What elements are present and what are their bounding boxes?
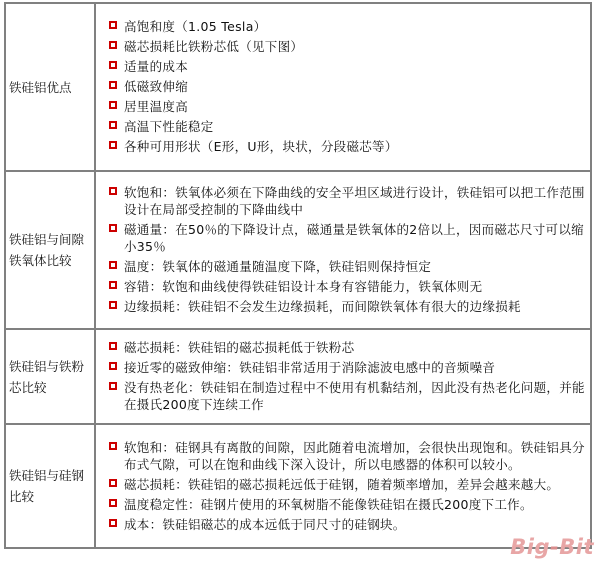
list-item	[108, 496, 586, 513]
row-header: 铁硅铝与间隙铁氧体比较	[5, 171, 95, 329]
watermark-left: Big	[510, 535, 551, 559]
square-bullet-icon	[109, 362, 117, 370]
item-text: 边缘损耗：铁硅铝不会发生边缘损耗，而间隙铁氧体有很大的边缘损耗	[124, 299, 521, 314]
item-text: 没有热老化：铁硅铝在制造过程中不使用有机黏结剂，因此没有热老化问题，并能在摄氏200度下连续工作	[124, 380, 585, 412]
square-bullet-icon	[109, 187, 117, 195]
list-item	[108, 38, 586, 55]
square-bullet-icon	[109, 21, 117, 29]
row-content	[95, 424, 591, 548]
item-text: 适量的成本	[124, 59, 189, 74]
square-bullet-icon	[109, 281, 117, 289]
list-item	[108, 138, 586, 155]
table-row	[5, 424, 591, 548]
item-text: 温度：铁氧体的磁通量随温度下降，铁硅铝则保持恒定	[124, 259, 432, 274]
bullet-list	[108, 339, 586, 413]
item-text: 接近零的磁致伸缩：铁硅铝非常适用于消除滤波电感中的音频噪音	[124, 360, 496, 375]
item-text: 低磁致伸缩	[124, 79, 189, 94]
square-bullet-icon	[109, 479, 117, 487]
table-row	[5, 329, 591, 424]
list-item	[108, 359, 586, 376]
item-text: 温度稳定性：硅钢片使用的环氧树脂不能像铁硅铝在摄氏200度下工作。	[124, 496, 533, 512]
list-item	[108, 516, 586, 533]
list-item	[108, 278, 586, 295]
row-content	[95, 329, 591, 424]
list-item	[108, 18, 586, 35]
square-bullet-icon	[109, 342, 117, 350]
item-text: 各种可用形状（E形，U形，块状，分段磁芯等）	[124, 139, 398, 154]
item-text: 磁芯损耗：铁硅铝的磁芯损耗低于铁粉芯	[124, 340, 355, 355]
square-bullet-icon	[109, 224, 117, 232]
list-item	[108, 98, 586, 115]
row-content	[95, 171, 591, 329]
square-bullet-icon	[109, 261, 117, 269]
bullet-list	[108, 439, 586, 533]
list-item	[108, 339, 586, 356]
item-text: 磁芯损耗：铁硅铝的磁芯损耗远低于硅钢，随着频率增加，差异会越来越大。	[124, 476, 560, 492]
bullet-list	[108, 18, 586, 155]
square-bullet-icon	[109, 41, 117, 49]
square-bullet-icon	[109, 519, 117, 527]
item-text: 软饱和：硅钢具有离散的间隙，因此随着电流增加，会很快出现饱和。铁硅铝具分布式气隙，可以在饱和曲线下深入设计，所以电感器的体积可以较小。	[124, 439, 585, 472]
list-item	[108, 258, 586, 275]
list-item	[108, 379, 586, 413]
watermark-right: Bit	[559, 535, 594, 559]
table-row	[5, 3, 591, 171]
item-text: 磁芯损耗比铁粉芯低（见下图）	[124, 39, 304, 54]
square-bullet-icon	[109, 121, 117, 129]
list-item	[108, 221, 586, 255]
table-row	[5, 171, 591, 329]
item-text: 居里温度高	[124, 99, 189, 114]
list-item	[108, 439, 586, 473]
watermark-logo	[510, 535, 594, 559]
list-item	[108, 476, 586, 493]
list-item	[108, 58, 586, 75]
square-bullet-icon	[109, 61, 117, 69]
row-content	[95, 3, 591, 171]
square-bullet-icon	[109, 101, 117, 109]
square-bullet-icon	[109, 301, 117, 309]
bullet-list	[108, 184, 586, 315]
row-header: 铁硅铝与硅钢比较	[5, 424, 95, 548]
square-bullet-icon	[109, 382, 117, 390]
list-item	[108, 184, 586, 218]
square-bullet-icon	[109, 81, 117, 89]
comparison-table	[4, 2, 592, 549]
square-bullet-icon	[109, 141, 117, 149]
item-text: 磁通量：在50％的下降设计点，磁通量是铁氧体的2倍以上，因而磁芯尺寸可以缩小35％	[124, 222, 584, 254]
row-header: 铁硅铝与铁粉芯比较	[5, 329, 95, 424]
square-bullet-icon	[109, 442, 117, 450]
watermark-dash: -	[550, 535, 560, 559]
list-item	[108, 78, 586, 95]
item-text: 成本：铁硅铝磁芯的成本远低于同尺寸的硅钢块。	[124, 516, 406, 532]
list-item	[108, 118, 586, 135]
item-text: 高饱和度（1.05 Tesla）	[124, 19, 267, 34]
item-text: 高温下性能稳定	[124, 119, 214, 134]
item-text: 软饱和：铁氧体必须在下降曲线的安全平坦区域进行设计，铁硅铝可以把工作范围设计在局部受控制的下降曲线中	[124, 185, 585, 217]
item-text: 容错：软饱和曲线使得铁硅铝设计本身有容错能力，铁氧体则无	[124, 279, 483, 294]
list-item	[108, 298, 586, 315]
row-header: 铁硅铝优点	[5, 3, 95, 171]
square-bullet-icon	[109, 499, 117, 507]
